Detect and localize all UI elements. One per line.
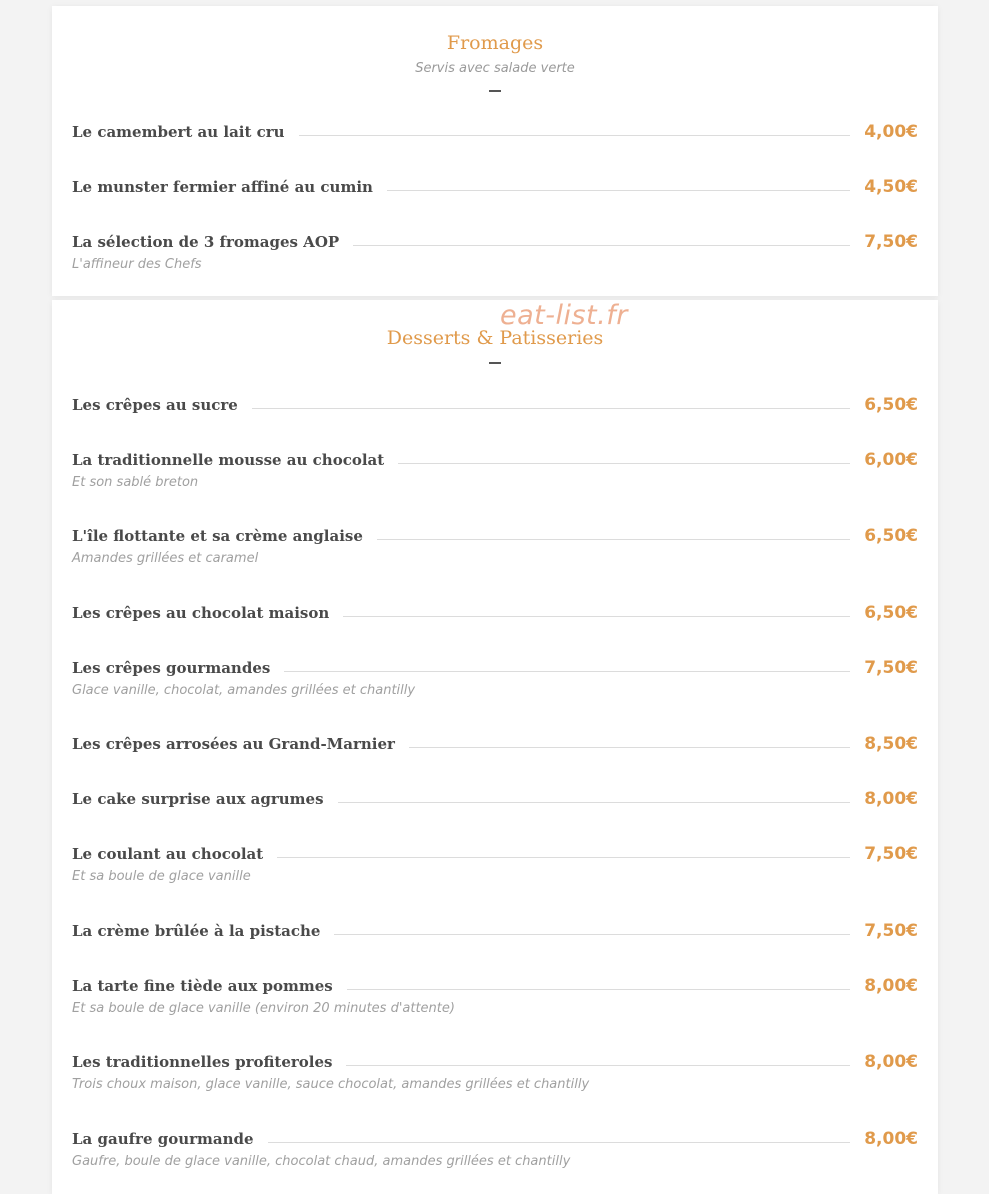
- item-description: Et son sablé breton: [72, 475, 199, 490]
- menu-item: [72, 175, 918, 219]
- item-name: Les crêpes gourmandes: [72, 659, 271, 677]
- menu-item: [72, 732, 918, 776]
- leader-line: [338, 801, 851, 803]
- section-fromages: [52, 6, 938, 296]
- menu-item: [72, 656, 918, 700]
- item-price: 4,50€: [864, 177, 918, 197]
- leader-line: [353, 244, 850, 246]
- menu-item: [72, 448, 918, 492]
- item-price: 7,50€: [864, 844, 918, 864]
- item-name: Les crêpes au chocolat maison: [72, 604, 330, 622]
- leader-line: [346, 1064, 850, 1066]
- item-description: Trois choux maison, glace vanille, sauce chocolat, amandes grillées et chantilly: [72, 1077, 590, 1092]
- watermark: eat-list.fr: [500, 300, 628, 331]
- section-subtitle: Servis avec salade verte: [415, 61, 575, 76]
- menu-item: [72, 842, 918, 886]
- item-name: La traditionnelle mousse au chocolat: [72, 451, 385, 469]
- leader-line: [334, 933, 850, 935]
- leader-line: [284, 670, 850, 672]
- item-description: L'affineur des Chefs: [72, 257, 202, 272]
- item-price: 4,00€: [864, 122, 918, 142]
- leader-line: [347, 988, 850, 990]
- leader-line: [409, 746, 850, 748]
- leader-line: [398, 462, 850, 464]
- leader-line: [277, 856, 850, 858]
- item-price: 8,50€: [864, 734, 918, 754]
- item-name: Le camembert au lait cru: [72, 123, 285, 141]
- menu-item: [72, 1127, 918, 1171]
- item-price: 6,00€: [864, 450, 918, 470]
- section-title: Fromages: [446, 32, 544, 54]
- leader-line: [252, 407, 850, 409]
- item-name: La gaufre gourmande: [72, 1130, 254, 1148]
- item-name: Les crêpes arrosées au Grand-Marnier: [72, 735, 395, 753]
- item-price: 8,00€: [864, 1129, 918, 1149]
- item-name: Le coulant au chocolat: [72, 845, 264, 863]
- leader-line: [377, 538, 850, 540]
- item-description: Amandes grillées et caramel: [72, 551, 259, 566]
- item-name: Les crêpes au sucre: [72, 396, 238, 414]
- item-name: La tarte fine tiède aux pommes: [72, 977, 333, 995]
- item-name: L'île flottante et sa crème anglaise: [72, 527, 363, 545]
- menu-item: [72, 120, 918, 164]
- menu-item: [72, 230, 918, 274]
- item-price: 8,00€: [864, 1052, 918, 1072]
- item-description: Gaufre, boule de glace vanille, chocolat chaud, amandes grillées et chantilly: [72, 1154, 571, 1169]
- item-name: Les traditionnelles profiteroles: [72, 1053, 333, 1071]
- item-price: 8,00€: [864, 976, 918, 996]
- leader-line: [343, 615, 850, 617]
- item-price: 7,50€: [864, 921, 918, 941]
- leader-line: [299, 134, 851, 136]
- item-price: 8,00€: [864, 789, 918, 809]
- menu-item: [72, 919, 918, 963]
- menu-item: [72, 974, 918, 1018]
- item-description: Et sa boule de glace vanille (environ 20 minutes d'attente): [72, 1001, 455, 1016]
- item-description: Et sa boule de glace vanille: [72, 869, 251, 884]
- item-price: 6,50€: [864, 603, 918, 623]
- item-description: Glace vanille, chocolat, amandes grillées et chantilly: [72, 683, 416, 698]
- item-name: La sélection de 3 fromages AOP: [72, 233, 340, 251]
- section-title: Desserts & Patisseries: [386, 327, 604, 349]
- item-price: 7,50€: [864, 232, 918, 252]
- section-divider: [489, 362, 501, 364]
- menu-item: [72, 787, 918, 831]
- section-desserts: [52, 300, 938, 1194]
- item-price: 6,50€: [864, 526, 918, 546]
- menu-item: [72, 393, 918, 437]
- leader-line: [268, 1141, 851, 1143]
- item-name: Le cake surprise aux agrumes: [72, 790, 324, 808]
- item-price: 6,50€: [864, 395, 918, 415]
- leader-line: [387, 189, 850, 191]
- menu-item: [72, 1050, 918, 1094]
- menu-item: [72, 524, 918, 568]
- item-price: 7,50€: [864, 658, 918, 678]
- menu-item: [72, 601, 918, 645]
- item-name: Le munster fermier affiné au cumin: [72, 178, 373, 196]
- section-divider: [489, 90, 501, 92]
- item-name: La crème brûlée à la pistache: [72, 922, 321, 940]
